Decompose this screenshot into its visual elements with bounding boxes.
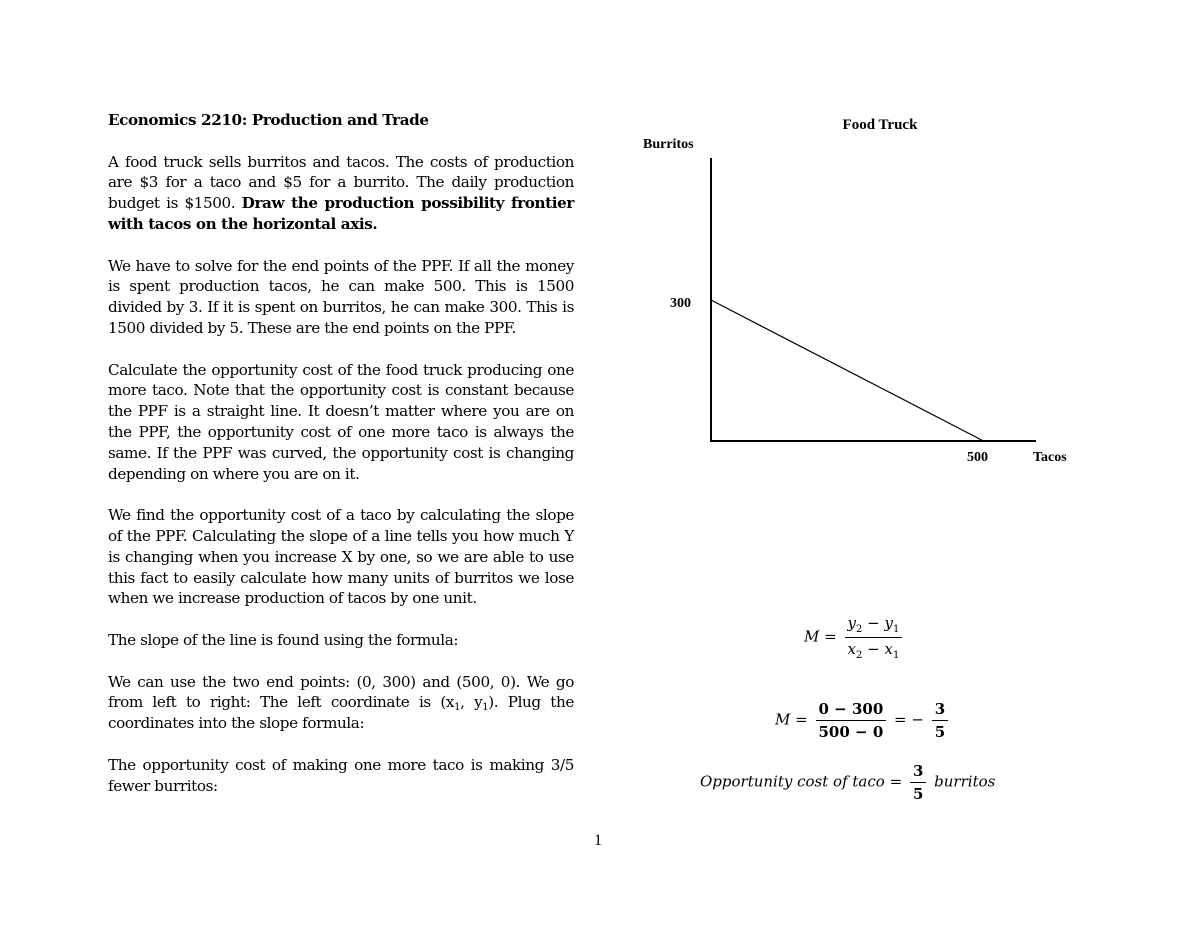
eq2-fraction bbox=[816, 700, 887, 741]
page-title: Economics 2210: Production and Trade bbox=[108, 111, 429, 129]
eq1-fraction bbox=[845, 614, 903, 661]
coord-text-mid: , y bbox=[460, 693, 483, 712]
eq1-y2: y bbox=[847, 614, 856, 632]
eq2-result-numerator: 3 bbox=[934, 700, 946, 718]
eq1-minus-bottom: − bbox=[867, 640, 880, 658]
chart-title: Food Truck bbox=[842, 117, 918, 133]
eq1-denominator bbox=[845, 637, 903, 661]
slope-formula-equation bbox=[804, 614, 905, 661]
paragraph-endpoints: We have to solve for the end points of the PPF. If all the money is spent production tacos, he can make 500. This is 1500 divided by 3. If it is spent on burritos, he can make 300. This is 1500 divided by 5. These are the end points on the PPF. bbox=[108, 256, 574, 337]
eq1-x2: x bbox=[847, 640, 856, 658]
eq1-x2-sub: 2 bbox=[855, 650, 863, 661]
paragraph-problem bbox=[108, 152, 574, 235]
eq1-x1-sub: 1 bbox=[892, 650, 900, 661]
eq3-numerator: 3 bbox=[912, 762, 924, 780]
eq2-denominator: 500 − 0 bbox=[816, 720, 887, 741]
paragraph-opportunity-cost: Calculate the opportunity cost of the food truck producing one more taco. Note that the opportunity cost is constant because the PPF is a straight line. It doesn’t matter where you are on the PPF, the opportunity cost of one more taco is always the same. If the PPF was curved, the opportunity cost is changing depending on where you are on it. bbox=[108, 360, 574, 483]
coord-sub-y: 1 bbox=[482, 702, 489, 714]
paragraph-slope: We find the opportunity cost of a taco by calculating the slope of the PPF. Calculating the slope of a line tells you how much Y is changing when you increase X by one, so we are able to use this fact to easily calculate how many units of burritos we lose when we increase production of tacos by one unit. bbox=[108, 506, 574, 608]
eq3-unit: burritos bbox=[934, 772, 996, 791]
opportunity-cost-equation bbox=[700, 762, 995, 803]
problem-text: A food truck sells burritos and tacos. The costs of production are $3 for a taco and $5 for a burrito. The daily production budget is $1500. bbox=[108, 152, 574, 213]
paragraph-coordinates bbox=[108, 672, 574, 734]
eq2-numerator: 0 − 300 bbox=[818, 700, 884, 718]
text-column bbox=[108, 110, 574, 796]
problem-instruction: Draw the production possibility frontier with tacos on the horizontal axis. bbox=[108, 194, 574, 233]
page-number: 1 bbox=[594, 832, 602, 849]
eq2-result-denominator: 5 bbox=[932, 720, 948, 741]
y-intercept-label: 300 bbox=[670, 296, 691, 311]
eq2-equals-2: = bbox=[894, 710, 907, 729]
eq1-y2-sub: 2 bbox=[855, 624, 863, 635]
x-axis-label: Tacos bbox=[1033, 450, 1067, 465]
eq1-equals: = bbox=[824, 627, 837, 646]
paragraph-conclusion: The opportunity cost of making one more taco is making 3/5 fewer burritos: bbox=[108, 755, 574, 795]
eq3-denominator: 5 bbox=[910, 782, 926, 803]
eq1-numerator bbox=[845, 614, 903, 637]
coord-sub-x: 1 bbox=[454, 702, 461, 714]
eq1-lhs: M bbox=[804, 627, 820, 646]
eq2-lhs: M bbox=[775, 710, 791, 729]
eq1-minus-top: − bbox=[867, 614, 880, 632]
ppf-line bbox=[711, 300, 984, 441]
x-intercept-label: 500 bbox=[967, 450, 988, 465]
coord-text-after: ). Plug the coordinates into the slope formula: bbox=[108, 693, 574, 733]
eq1-y1-sub: 1 bbox=[892, 624, 900, 635]
eq3-lhs: Opportunity cost of taco bbox=[700, 772, 885, 791]
eq1-y1: y bbox=[884, 614, 893, 632]
eq3-equals: = bbox=[889, 772, 903, 791]
ppf-chart bbox=[630, 108, 1090, 478]
slope-calculation-equation bbox=[775, 700, 951, 741]
eq2-minus-sign: − bbox=[911, 710, 924, 729]
eq3-fraction bbox=[910, 762, 926, 803]
eq2-equals-1: = bbox=[795, 710, 808, 729]
eq2-result-fraction bbox=[932, 700, 948, 741]
paragraph-formula-intro: The slope of the line is found using the formula: bbox=[108, 630, 459, 649]
coord-text-before: We can use the two end points: (0, 300) and (500, 0). We go from left to right: The left coordinate is (x bbox=[108, 672, 574, 712]
y-axis-label: Burritos bbox=[643, 137, 694, 152]
eq1-x1: x bbox=[884, 640, 893, 658]
